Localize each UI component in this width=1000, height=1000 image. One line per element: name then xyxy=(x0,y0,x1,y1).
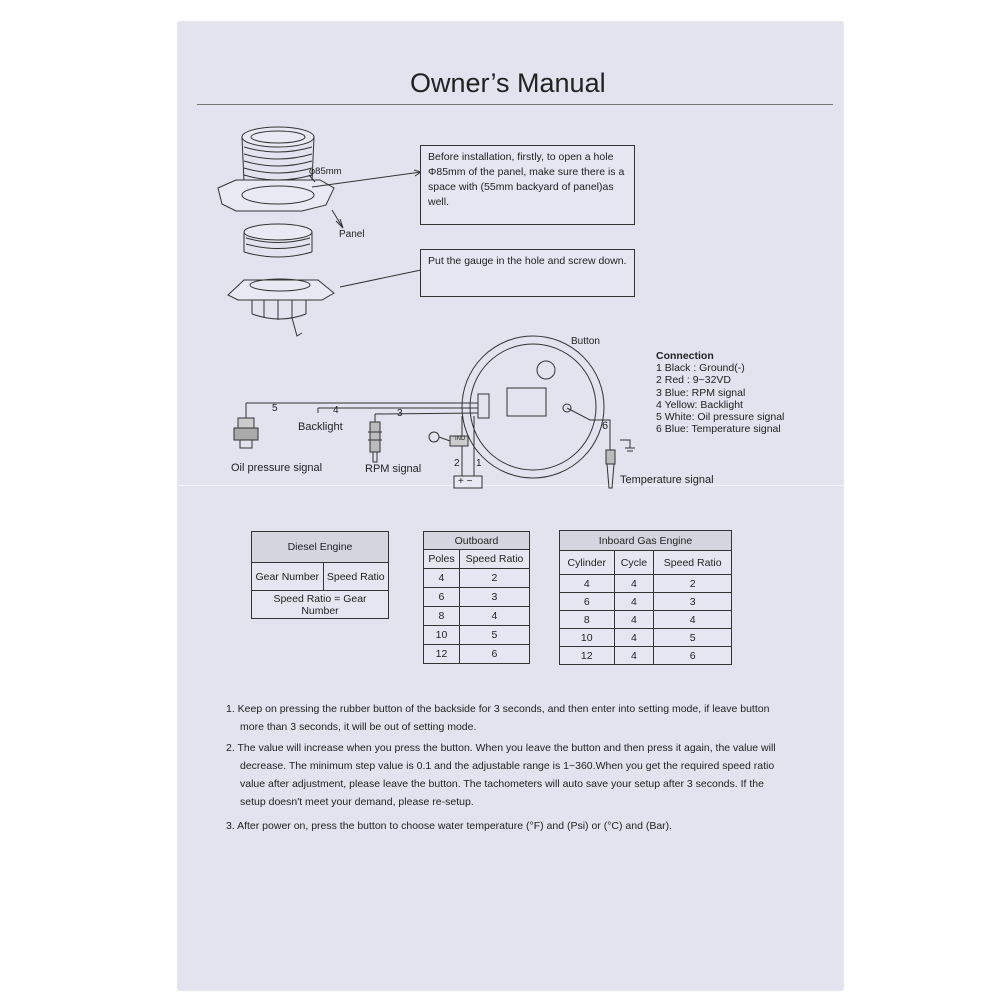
wire-number-2: 2 xyxy=(454,458,460,469)
step-2-line-3: value after adjustment, please leave the button. The tachometers will auto save your setup after 3 seconds. If the xyxy=(240,778,764,790)
oil-pressure-label: Oil pressure signal xyxy=(231,462,323,474)
table-cell: 4 xyxy=(459,607,529,626)
outboard-table xyxy=(423,531,530,664)
battery-label: + − xyxy=(458,476,473,487)
table-cell: 8 xyxy=(560,611,615,629)
gauge-face xyxy=(462,336,604,478)
diesel-col-gear: Gear Number xyxy=(252,563,324,591)
table-cell: 2 xyxy=(459,569,529,588)
diesel-formula: Speed Ratio = Gear Number xyxy=(252,591,389,619)
table-cell: 3 xyxy=(459,588,529,607)
backlight-label: Backlight xyxy=(298,421,343,433)
diameter-label: φ85mm xyxy=(309,166,342,177)
inboard-gas-engine-table xyxy=(559,530,732,665)
table-cell: 4 xyxy=(654,611,732,629)
connection-item: 5 White: Oil pressure signal xyxy=(656,411,785,424)
connection-item: 6 Blue: Temperature signal xyxy=(656,423,781,436)
temperature-sensor xyxy=(606,450,615,488)
outboard-header-poles: Poles xyxy=(424,550,460,569)
inboard-header-ratio: Speed Ratio xyxy=(654,551,732,575)
table-cell: 4 xyxy=(560,575,615,593)
table-row xyxy=(424,645,530,664)
table-row xyxy=(560,593,732,611)
wire-number-3: 3 xyxy=(397,408,403,419)
connection-legend xyxy=(656,350,784,435)
oil-pressure-sensor xyxy=(234,418,258,448)
table-cell: 6 xyxy=(424,588,460,607)
switch-label: IND xyxy=(455,436,466,442)
inboard-header-cylinder: Cylinder xyxy=(560,551,615,575)
table-cell: 4 xyxy=(614,629,654,647)
table-cell: 6 xyxy=(560,593,615,611)
rpm-sensor xyxy=(368,422,382,462)
table-cell: 2 xyxy=(654,575,732,593)
step-3: 3. After power on, press the button to choose water temperature (°F) and (Psi) or (°C) and (Bar). xyxy=(226,820,673,832)
bracket-illustration xyxy=(228,279,334,336)
outboard-header-ratio: Speed Ratio xyxy=(459,550,529,569)
connection-item: 3 Blue: RPM signal xyxy=(656,386,746,399)
table-cell: 10 xyxy=(424,626,460,645)
outboard-title: Outboard xyxy=(424,532,530,550)
table-cell: 6 xyxy=(654,647,732,665)
panel-label: Panel xyxy=(339,229,365,240)
table-row xyxy=(560,575,732,593)
inboard-header-cycle: Cycle xyxy=(614,551,654,575)
table-row xyxy=(424,569,530,588)
table-row xyxy=(560,611,732,629)
connection-item: 2 Red : 9~32VD xyxy=(656,374,732,387)
diesel-engine-table xyxy=(251,531,389,619)
mounting-nut-illustration xyxy=(244,224,312,257)
table-cell: 12 xyxy=(560,647,615,665)
diesel-col-ratio: Speed Ratio xyxy=(323,563,388,591)
table-cell: 6 xyxy=(459,645,529,664)
table-cell: 4 xyxy=(614,611,654,629)
table-cell: 5 xyxy=(459,626,529,645)
table-cell: 5 xyxy=(654,629,732,647)
step-2-line-2: decrease. The minimum step value is 0.1 and the adjustable range is 1~360.When you get the required speed ratio xyxy=(240,760,775,772)
table-cell: 8 xyxy=(424,607,460,626)
table-row xyxy=(424,588,530,607)
table-row xyxy=(560,629,732,647)
setup-instructions xyxy=(226,700,796,838)
step-1-line-2: more than 3 seconds, it will be out of setting mode. xyxy=(240,721,477,733)
panel-plate-illustration xyxy=(218,175,343,228)
connection-heading: Connection xyxy=(656,350,714,362)
hole-cutout-note: Before installation, firstly, to open a hole Φ85mm of the panel, make sure there is a space with (55mm backyard of panel)as well. xyxy=(420,145,635,225)
table-cell: 3 xyxy=(654,593,732,611)
connection-item: 4 Yellow: Backlight xyxy=(656,398,743,411)
table-cell: 12 xyxy=(424,645,460,664)
button-label: Button xyxy=(571,336,600,347)
table-row xyxy=(424,607,530,626)
step-2-line-1: 2. The value will increase when you press the button. When you leave the button and then press it again, the value will xyxy=(226,742,776,754)
table-cell: 10 xyxy=(560,629,615,647)
table-cell: 4 xyxy=(424,569,460,588)
table-cell: 4 xyxy=(614,593,654,611)
table-cell: 4 xyxy=(614,575,654,593)
wire-number-5: 5 xyxy=(272,403,278,414)
temperature-signal-label: Temperature signal xyxy=(620,474,714,486)
step-2-line-4: setup doesn't meet your demand, please re-setup. xyxy=(240,796,474,808)
table-row xyxy=(560,647,732,665)
diesel-title: Diesel Engine xyxy=(252,532,389,563)
rpm-signal-label: RPM signal xyxy=(365,463,422,475)
wire-number-1: 1 xyxy=(476,458,482,469)
inboard-title: Inboard Gas Engine xyxy=(560,531,732,551)
table-row xyxy=(424,626,530,645)
mounting-note: Put the gauge in the hole and screw down. xyxy=(420,249,635,297)
wire-number-4: 4 xyxy=(333,405,339,416)
wire-number-6: 6 xyxy=(602,420,609,432)
connection-item: 1 Black : Ground(-) xyxy=(656,362,745,375)
gauge-bezel-illustration xyxy=(242,127,314,182)
step-1-line-1: 1. Keep on pressing the rubber button of the backside for 3 seconds, and then enter into setting mode, if leave button xyxy=(226,703,770,715)
table-cell: 4 xyxy=(614,647,654,665)
